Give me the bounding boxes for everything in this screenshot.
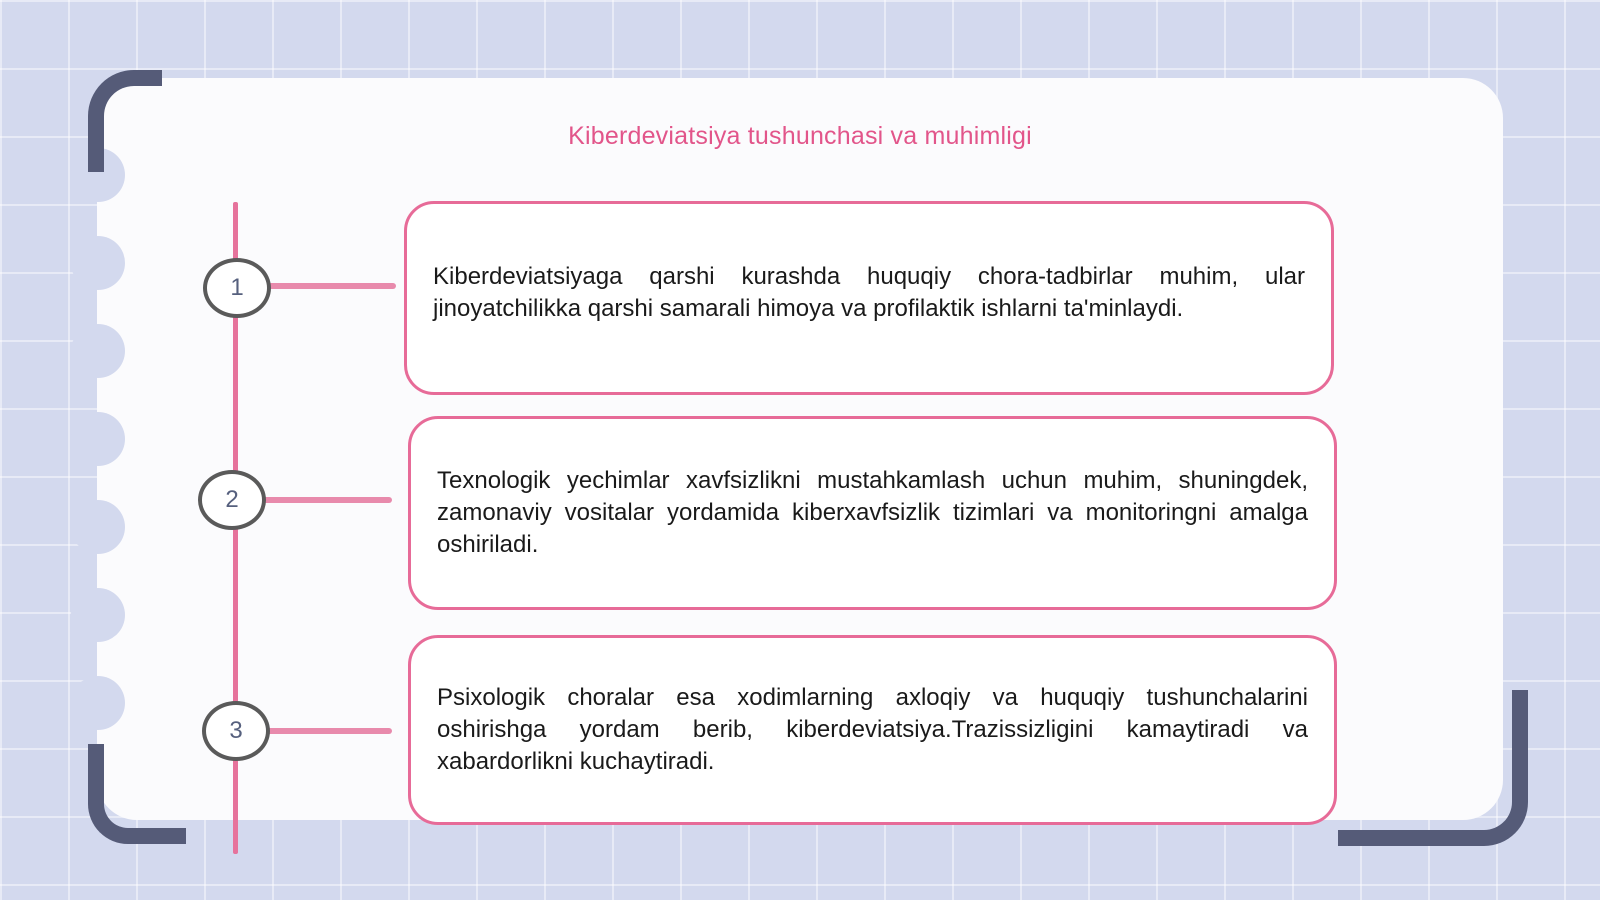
card-notch bbox=[71, 324, 125, 378]
timeline-connector bbox=[262, 497, 392, 503]
step-number-3: 3 bbox=[202, 701, 270, 761]
corner-bracket-bottom-right bbox=[1338, 690, 1528, 846]
step-card-2 bbox=[408, 416, 1337, 610]
step-number-1: 1 bbox=[203, 258, 271, 318]
card-notch bbox=[71, 236, 125, 290]
slide-title: Kiberdeviatsiya tushunchasi va muhimligi bbox=[568, 122, 1032, 150]
corner-bracket-top-left bbox=[88, 70, 162, 172]
step-number-2: 2 bbox=[198, 470, 266, 530]
card-notch bbox=[71, 676, 125, 730]
card-notch bbox=[71, 412, 125, 466]
timeline-connector bbox=[266, 283, 396, 289]
step-card-1 bbox=[404, 201, 1334, 395]
card-notch bbox=[71, 500, 125, 554]
timeline-connector bbox=[266, 728, 392, 734]
corner-bracket-bottom-left bbox=[88, 744, 186, 844]
step-text-2: Texnologik yechimlar xavfsizlikni mustahkamlash uchun muhim, shuningdek, zamonaviy vositalar yordamida kiberxavfsizlik tizimlari va monitoringni amalga oshiriladi. bbox=[437, 467, 1308, 558]
card-notch bbox=[71, 588, 125, 642]
step-text-3: Psixologik choralar esa xodimlarning axloqiy va huquqiy tushunchalarini oshirishga yordam berib, kiberdeviatsiya.Trazissizligini kamaytiradi va xabardorlikni kuchaytiradi. bbox=[437, 684, 1308, 775]
step-text-1: Kiberdeviatsiyaga qarshi kurashda huquqiy chora-tadbirlar muhim, ular jinoyatchilikka qarshi samarali himoya va profilaktik ishlarni ta'minlaydi. bbox=[433, 263, 1305, 322]
step-card-3 bbox=[408, 635, 1337, 825]
